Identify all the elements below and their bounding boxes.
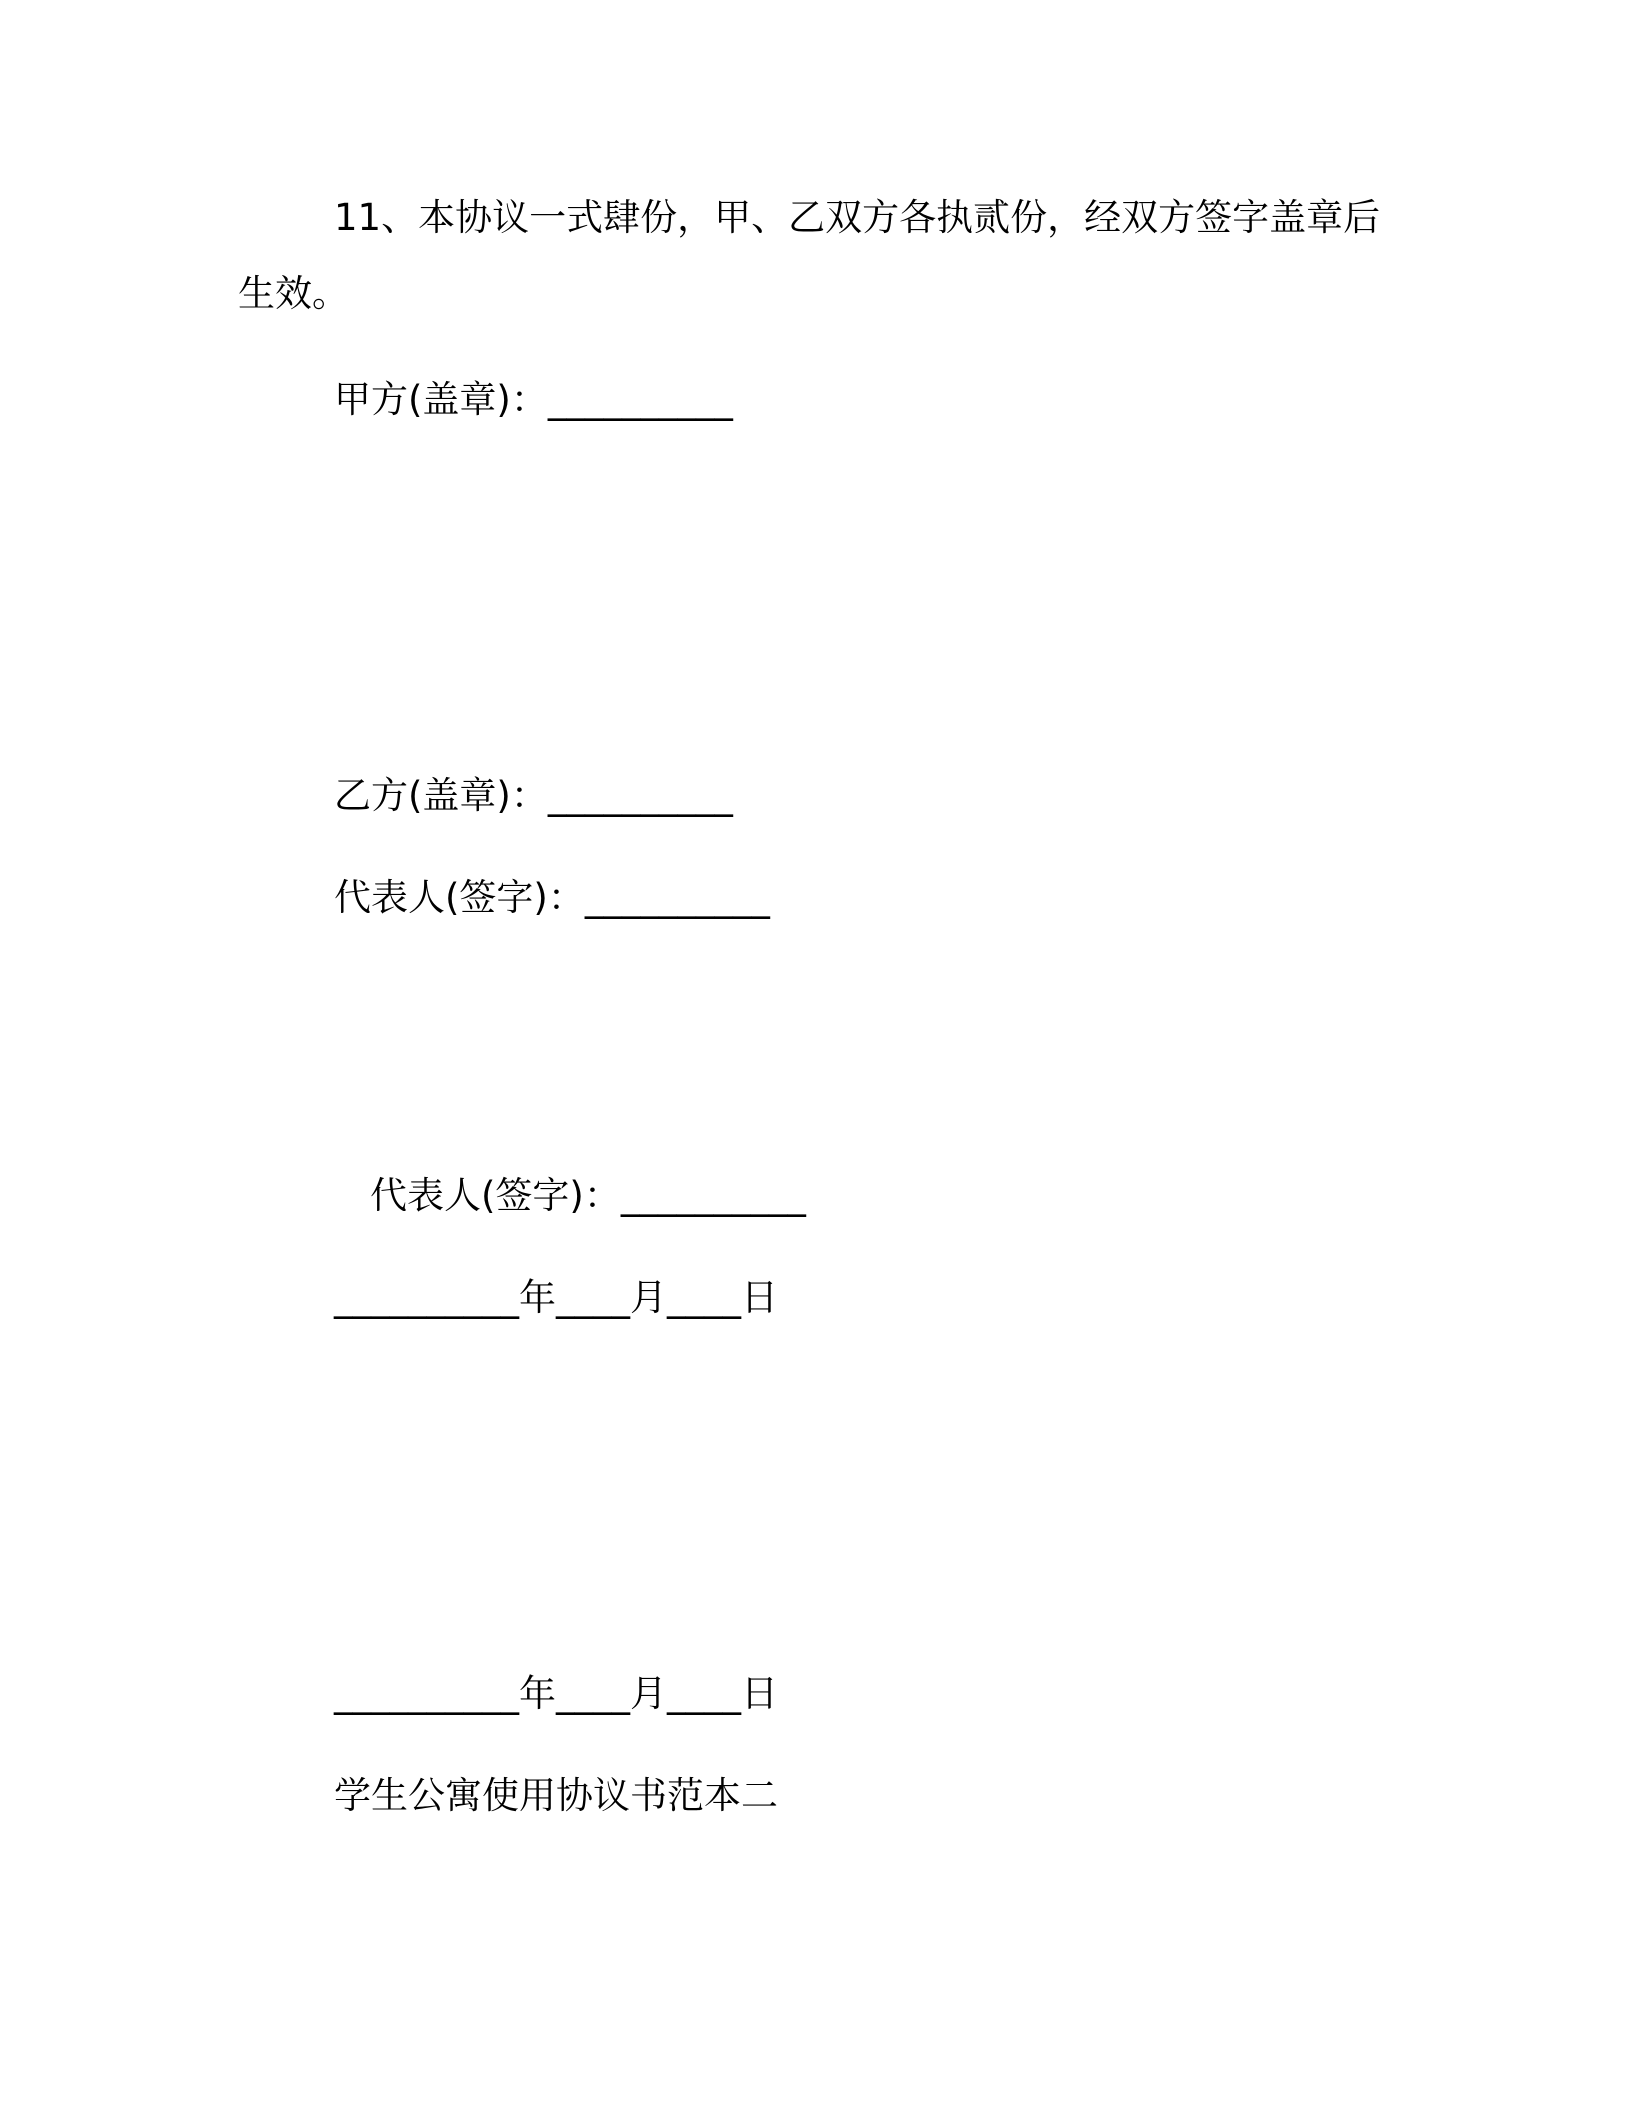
party-b-seal-field: 乙方(盖章)：__________ bbox=[334, 774, 733, 817]
representative-signature-field-1: 代表人(签字)：__________ bbox=[334, 876, 770, 919]
representative-signature-field-2: 代表人(签字)：__________ bbox=[370, 1174, 806, 1217]
next-template-title: 学生公寓使用协议书范本二 bbox=[334, 1774, 778, 1817]
date-field-2: __________年____月____日 bbox=[334, 1672, 778, 1715]
clause-11-text-line1: 11、本协议一式肆份，甲、乙双方各执贰份，经双方签字盖章后 bbox=[334, 196, 1381, 239]
clause-11-text-line2: 生效。 bbox=[238, 272, 349, 315]
party-a-seal-field: 甲方(盖章)：__________ bbox=[334, 378, 733, 421]
date-field-1: __________年____月____日 bbox=[334, 1276, 778, 1319]
